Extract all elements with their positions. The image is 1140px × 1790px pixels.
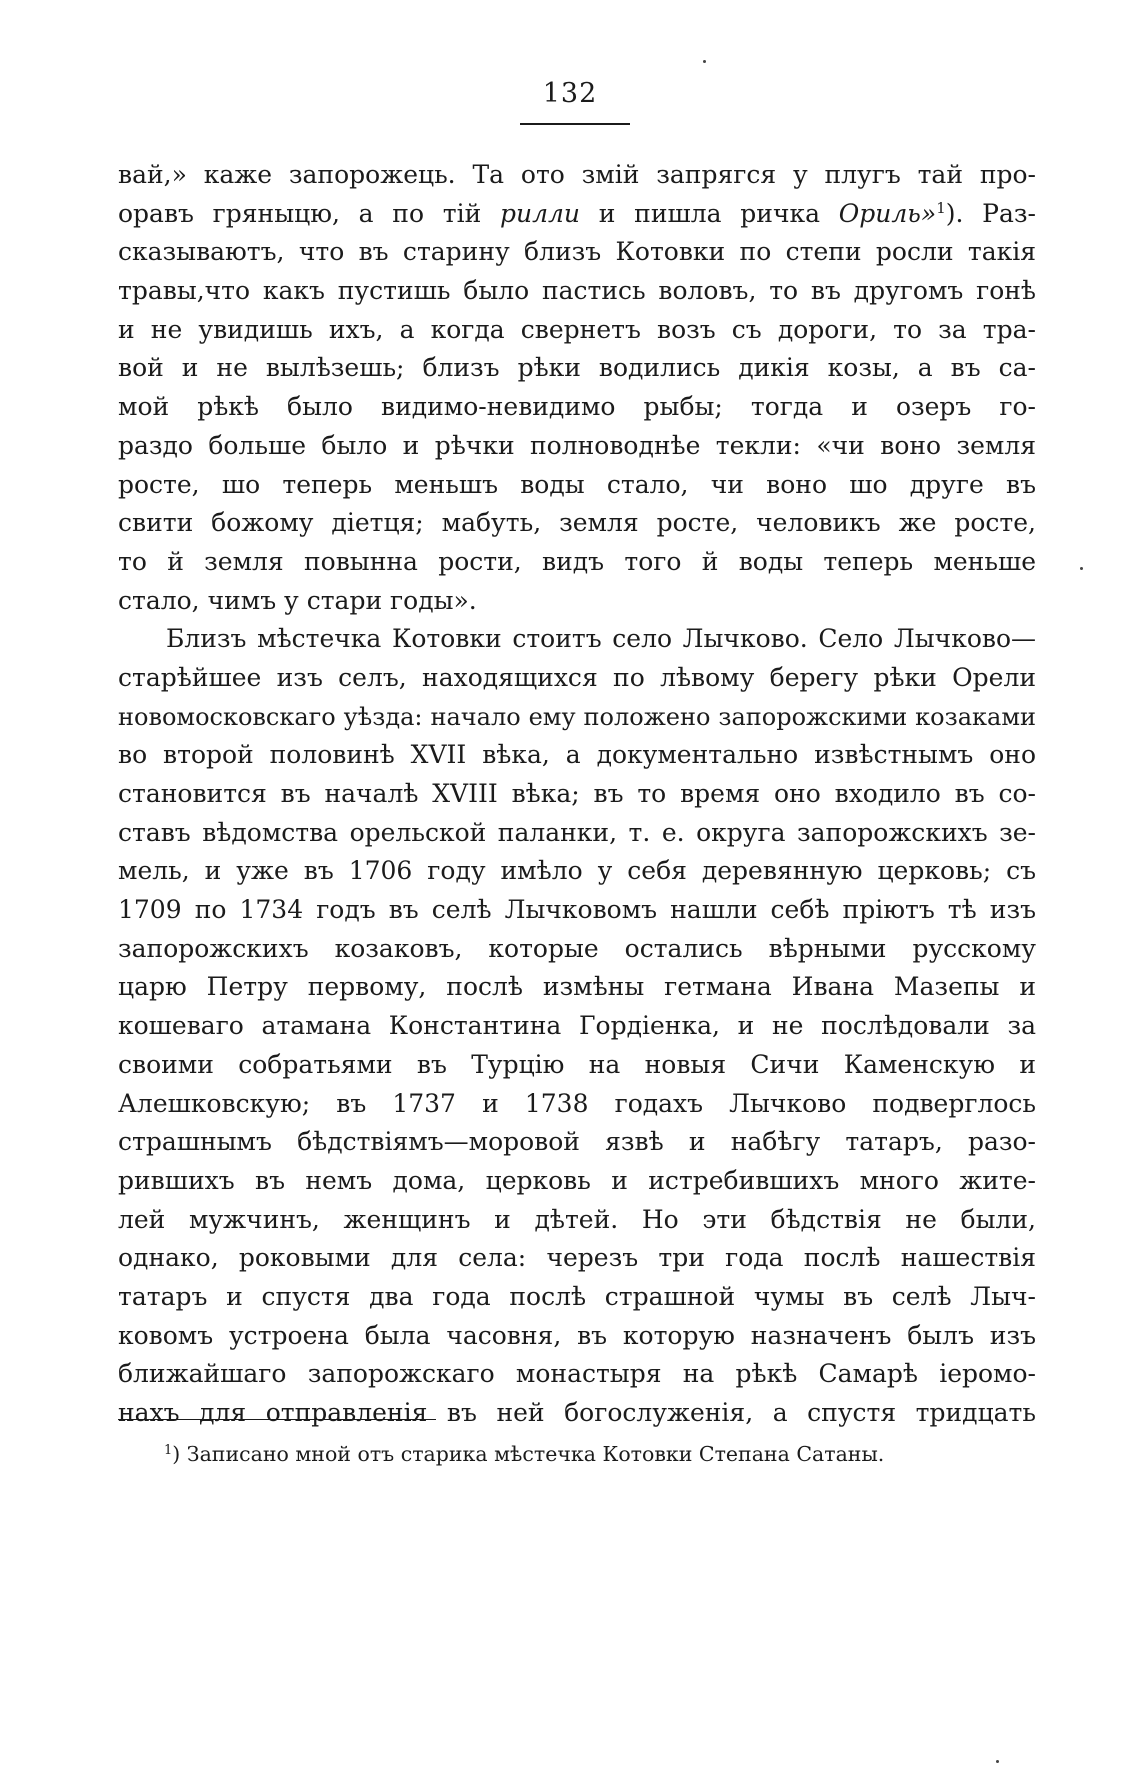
text-line bbox=[118, 736, 1036, 775]
text-line bbox=[118, 1394, 1036, 1433]
line-text: рившихъ въ немъ дома, церковь и истребившихъ много жите- bbox=[118, 1165, 1036, 1195]
line-text: вай,» каже запорожець. Та ото змій запрягся у плугъ тай про- bbox=[118, 160, 1036, 189]
text-line bbox=[118, 930, 1036, 969]
text-line bbox=[118, 195, 1036, 234]
text-line bbox=[118, 1007, 1036, 1046]
line-text: росте, шо теперь меньшъ воды стало, чи воно шо друге въ bbox=[118, 469, 1036, 499]
text-line bbox=[118, 1201, 1036, 1240]
text-line bbox=[118, 582, 1036, 621]
line-text: ставъ вѣдомства орельской паланки, т. е. округа запорожскихъ зе- bbox=[118, 817, 1036, 847]
line-text: запорожскихъ козаковъ, которые остались вѣрными русскому bbox=[118, 933, 1036, 963]
italic-word: Ориль» bbox=[838, 198, 937, 228]
header-rule bbox=[520, 123, 630, 125]
line-text: однако, роковыми для села: черезъ три года послѣ нашествія bbox=[118, 1243, 1036, 1273]
line-text: страшнымъ бѣдствіямъ—моровой язвѣ и набѣгу татаръ, разо- bbox=[118, 1127, 1036, 1157]
line-text: 1709 по 1734 годъ въ селѣ Лычковомъ нашли себѣ пріютъ тѣ изъ bbox=[118, 895, 1036, 925]
line-text: ближайшаго запорожскаго монастыря на рѣкѣ Самарѣ іеромо- bbox=[118, 1359, 1036, 1389]
text-line bbox=[118, 388, 1036, 427]
page-number: 132 bbox=[542, 78, 598, 109]
line-text: то й земля повынна рости, видъ того й воды теперь меньше bbox=[118, 546, 1036, 576]
text-line bbox=[118, 891, 1036, 930]
line-text: во второй половинѣ XVII вѣка, а документально извѣстнымъ оно bbox=[118, 740, 1036, 770]
line-text: становится въ началѣ XVIII вѣка; въ то время оно входило въ со- bbox=[118, 779, 1036, 808]
line-text: Алешковскую; въ 1737 и 1738 годахъ Лычково подверглось bbox=[118, 1088, 1036, 1118]
line-text: мой рѣкѣ было видимо-невидимо рыбы; тогда и озеръ го- bbox=[118, 392, 1036, 422]
italic-word: рилли bbox=[499, 198, 581, 228]
text-line bbox=[118, 543, 1036, 582]
line-text: нахъ для отправленія въ ней богослуженія, а спустя тридцать bbox=[118, 1398, 1036, 1427]
text-line bbox=[118, 349, 1036, 388]
text-line bbox=[118, 311, 1036, 350]
text-line bbox=[118, 1085, 1036, 1124]
line-text: новомосковскаго уѣзда: начало ему положено запорожскими козаками bbox=[118, 702, 1036, 731]
line-text: сказываютъ, что въ старину близъ Котовки по степи росли такія bbox=[118, 237, 1036, 267]
text-line bbox=[118, 1239, 1036, 1278]
line-text: и не увидишь ихъ, а когда свернетъ возъ съ дороги, то за тра- bbox=[118, 314, 1036, 344]
line-text: царю Петру первому, послѣ измѣны гетмана Ивана Мазепы и bbox=[118, 972, 1036, 1002]
line-text: травы,что какъ пустишь было пастись воловъ, то въ другомъ гонѣ bbox=[118, 276, 1036, 306]
line-text: татаръ и спустя два года послѣ страшной чумы въ селѣ Лыч- bbox=[118, 1281, 1036, 1311]
text-line bbox=[118, 427, 1036, 466]
text-line bbox=[118, 814, 1036, 853]
line-text: мель, и уже въ 1706 году имѣло у себя деревянную церковь; съ bbox=[118, 856, 1036, 886]
line-text: лей мужчинъ, женщинъ и дѣтей. Но эти бѣдствія не были, bbox=[118, 1204, 1036, 1234]
text-line bbox=[118, 968, 1036, 1007]
footnote-rule bbox=[118, 1419, 436, 1420]
line-text: раздо больше было и рѣчки полноводнѣе текли: «чи воно земля bbox=[118, 430, 1036, 460]
text-line bbox=[118, 1278, 1036, 1317]
line-text: оравъ гряныцю, а по тій bbox=[118, 198, 500, 228]
text-line bbox=[118, 698, 1036, 737]
text-line bbox=[118, 1123, 1036, 1162]
text-line bbox=[118, 852, 1036, 891]
text-line bbox=[118, 1162, 1036, 1201]
line-text: вой и не вылѣзешь; близъ рѣки водились дикія козы, а въ са- bbox=[118, 353, 1036, 383]
text-line bbox=[118, 659, 1036, 698]
footnote-ref: 1 bbox=[936, 198, 946, 217]
text-line bbox=[118, 1317, 1036, 1356]
print-speck bbox=[703, 60, 706, 63]
print-speck bbox=[996, 1760, 999, 1763]
line-text: кошеваго атамана Константина Гордіенка, и не послѣдовали за bbox=[118, 1011, 1036, 1041]
footnote-text: ) Записано мной отъ старика мѣстечка Котовки Степана Сатаны. bbox=[172, 1442, 885, 1466]
line-text: ковомъ устроена была часовня, въ которую назначенъ былъ изъ bbox=[118, 1320, 1036, 1350]
footnote bbox=[164, 1442, 884, 1466]
text-line bbox=[118, 775, 1036, 814]
text-line bbox=[118, 466, 1036, 505]
line-text: своими собратьями въ Турцію на новыя Сичи Каменскую и bbox=[118, 1049, 1036, 1079]
body-text bbox=[118, 156, 1036, 1433]
text-line bbox=[118, 620, 1036, 659]
footnote-marker: 1 bbox=[164, 1443, 173, 1458]
text-line bbox=[118, 504, 1036, 543]
line-text: ). Раз- bbox=[945, 198, 1036, 228]
text-line bbox=[118, 1355, 1036, 1394]
line-text: стало, чимъ у стари годы». bbox=[118, 585, 477, 615]
line-text: свити божому діетця; мабуть, земля росте, человикъ же росте, bbox=[118, 508, 1036, 538]
text-line bbox=[118, 156, 1036, 195]
text-line bbox=[118, 233, 1036, 272]
line-text: и пишла ричка bbox=[580, 198, 839, 228]
line-text: старѣйшее изъ селъ, находящихся по лѣвому берегу рѣки Орели bbox=[118, 662, 1036, 692]
text-line bbox=[118, 1046, 1036, 1085]
print-speck bbox=[1080, 567, 1083, 570]
line-text: Близъ мѣстечка Котовки стоитъ село Лычково. Село Лычково— bbox=[166, 624, 1036, 654]
text-line bbox=[118, 272, 1036, 311]
